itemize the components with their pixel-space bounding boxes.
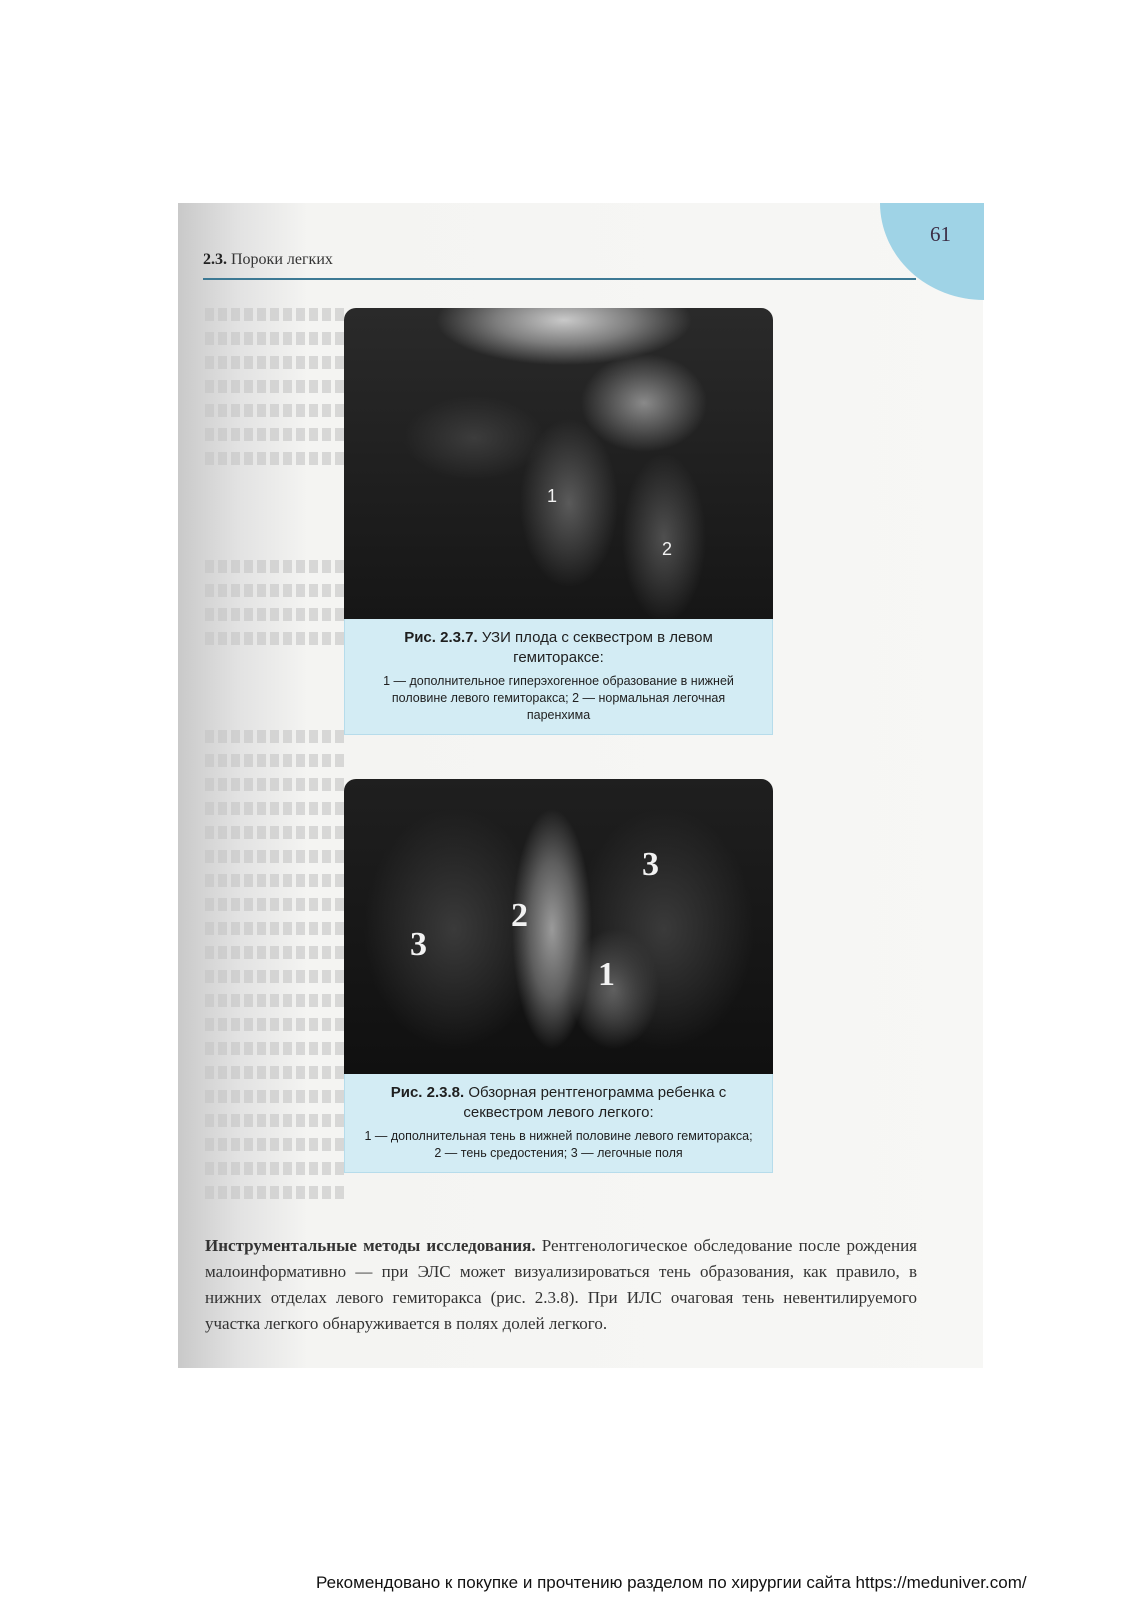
bleed-through-text [205,778,345,791]
figure-caption [344,1074,773,1173]
image-marker: 2 [662,539,673,559]
bleed-through-text [205,428,345,441]
xray-image [344,779,773,1074]
running-head [203,251,333,269]
page-number: 61 [930,222,951,246]
bleed-through-text [205,608,345,621]
bleed-through-text [205,850,345,863]
bleed-through-text [205,1186,345,1199]
body-paragraph [205,1233,917,1337]
bleed-through-text [205,1162,345,1175]
image-marker: 1 [547,486,558,506]
bleed-through-text [205,922,345,935]
figure-caption [344,619,773,735]
bleed-through-text [205,970,345,983]
paragraph-lead-in: Инструментальные методы исследования. [205,1236,536,1255]
bleed-through-text [205,802,345,815]
bleed-through-text [205,452,345,465]
ultrasound-image [344,308,773,619]
bleed-through-text [205,380,345,393]
image-marker: 2 [511,897,528,934]
bleed-through-text [205,1138,345,1151]
bleed-through-text [205,754,345,767]
image-marker: 3 [642,846,659,883]
figure-label: Рис. 2.3.8. [390,1084,465,1101]
bleed-through-text [205,1114,345,1127]
bleed-through-text [205,730,345,743]
bleed-through-text [205,1066,345,1079]
figure-xray [344,779,773,1173]
section-title: Пороки легких [231,251,333,268]
bleed-through-text [205,1018,345,1031]
bleed-through-text [205,826,345,839]
paragraph-text: Рентгенологическое обследование после рождения малоинформативно — при ЭЛС может визуализироваться тень образования, как правило, в нижних отделах левого гемиторакса (рис. 2.3.8). При ИЛС очаговая тень невентилируемого участка легкого обнаруживается в полях долей легкого. [205,1236,917,1333]
bleed-through-text [205,874,345,887]
figure-ultrasound [344,308,773,735]
caption-description: 1 — дополнительное гиперэхогенное образование в нижней половине левого гемиторакса; 2 — нормальная легочная паренхима [383,674,734,722]
caption-description: 1 — дополнительная тень в нижней половине левого гемиторакса; 2 — тень средостения; 3 — легочные поля [364,1129,753,1160]
bleed-through-text [205,898,345,911]
bleed-through-text [205,332,345,345]
bleed-through-text [205,946,345,959]
bleed-through-text [205,1090,345,1103]
figure-label: Рис. 2.3.7. [404,629,478,646]
caption-title-text: УЗИ плода с секвестром в левом гемитораксе: [481,629,713,666]
caption-title [361,628,756,668]
section-number: 2.3. [203,251,227,268]
image-marker: 3 [410,926,427,963]
caption-title [361,1083,756,1123]
footer-recommendation-link[interactable]: Рекомендовано к покупке и прочтению разделом по хирургии сайта https://meduniver.com/ [316,1573,1027,1592]
caption-title-text: Обзорная рентгенограмма ребенка с секвестром левого легкого: [463,1084,727,1121]
bleed-through-text [205,994,345,1007]
header-rule [203,278,916,280]
bleed-through-text [205,356,345,369]
bleed-through-text [205,632,345,645]
bleed-through-text [205,584,345,597]
bleed-through-text [205,308,345,321]
bleed-through-text [205,404,345,417]
bleed-through-text [205,1042,345,1055]
image-marker: 1 [598,956,615,993]
bleed-through-text [205,560,345,573]
